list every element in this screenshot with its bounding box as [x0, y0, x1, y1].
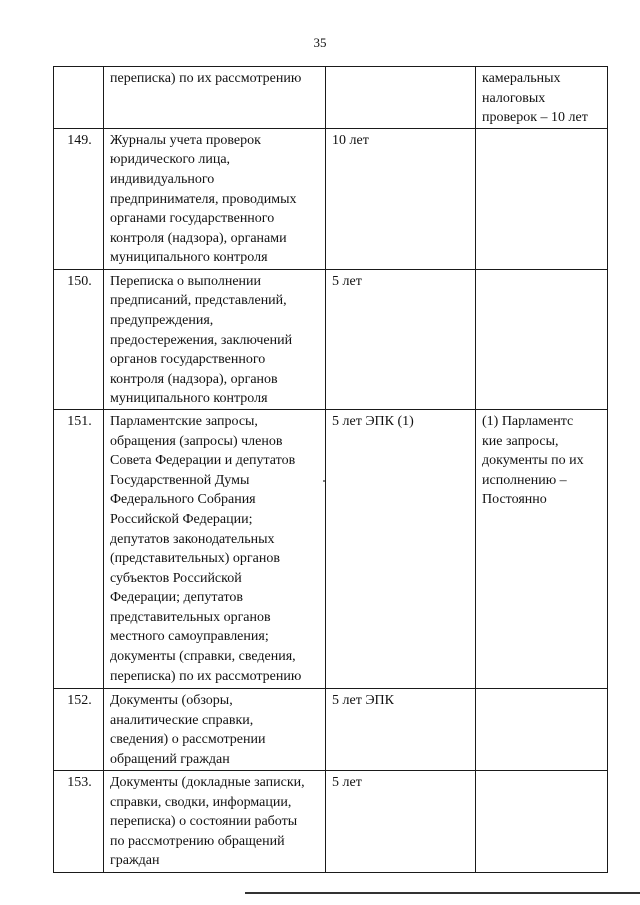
row-number: 152. — [54, 688, 104, 770]
row-note — [476, 128, 608, 269]
row-document-name — [104, 409, 326, 688]
row-retention-term: 5 лет ЭПК — [326, 688, 476, 770]
row-number: 150. — [54, 269, 104, 409]
bottom-edge-line — [245, 892, 640, 894]
row-note — [476, 269, 608, 409]
page-number: 35 — [313, 35, 327, 50]
row-document-name-text: Документы (докладные записки, справки, сводки, информации, переписка) о состоянии работы по рассмотрению обращений граждан — [110, 774, 305, 869]
row-retention-term: 5 лет ЭПК (1) — [326, 409, 476, 688]
row-note-text: камеральных налоговых проверок – 10 лет — [482, 71, 588, 126]
row-note — [476, 688, 608, 770]
row-number: 153. — [54, 770, 104, 872]
records-table — [53, 66, 608, 873]
row-document-name-text: Парламентские запросы, обращения (запросы) членов Совета Федерации и депутатов Государственной Думы Федерального Собрания Российской Федерации; депутатов законодательных (представительных) органов субъектов Российской Федерации; депутатов представительных органов местного самоуправления; документы (справки, сведения, переписка) по их рассмотрению — [110, 413, 302, 684]
row-retention-term: 5 лет — [326, 269, 476, 409]
row-number: 149. — [54, 128, 104, 269]
table-row — [54, 67, 608, 129]
row-number: 151. — [54, 409, 104, 688]
row-document-name — [104, 67, 326, 129]
row-note-text: (1) Парламентс кие запросы, документы по их исполнению – Постоянно — [482, 413, 584, 508]
row-document-name-text: переписка) по их рассмотрению — [110, 71, 302, 86]
row-document-name — [104, 269, 326, 409]
row-note — [476, 770, 608, 872]
table-row — [54, 269, 608, 409]
table-row — [54, 128, 608, 269]
table-row — [54, 409, 608, 688]
row-document-name — [104, 688, 326, 770]
row-retention-term: 10 лет — [326, 128, 476, 269]
table-row — [54, 688, 608, 770]
row-document-name-text: Переписка о выполнении предписаний, представлений, предупреждения, предостережения, заключений органов государственного контроля (надзора), органов муниципального контроля — [110, 273, 293, 407]
row-note — [476, 409, 608, 688]
row-document-name-text: Журналы учета проверок юридического лица, индивидуального предпринимателя, проводимых органами государственного контроля (надзора), органами муниципального контроля — [110, 132, 297, 266]
scan-speck — [323, 480, 325, 482]
row-document-name-text: Документы (обзоры, аналитические справки, сведения) о рассмотрении обращений граждан — [110, 692, 266, 767]
row-note — [476, 67, 608, 129]
table-row — [54, 770, 608, 872]
row-retention-term — [326, 67, 476, 129]
row-document-name — [104, 770, 326, 872]
row-number — [54, 67, 104, 129]
row-document-name — [104, 128, 326, 269]
row-retention-term: 5 лет — [326, 770, 476, 872]
